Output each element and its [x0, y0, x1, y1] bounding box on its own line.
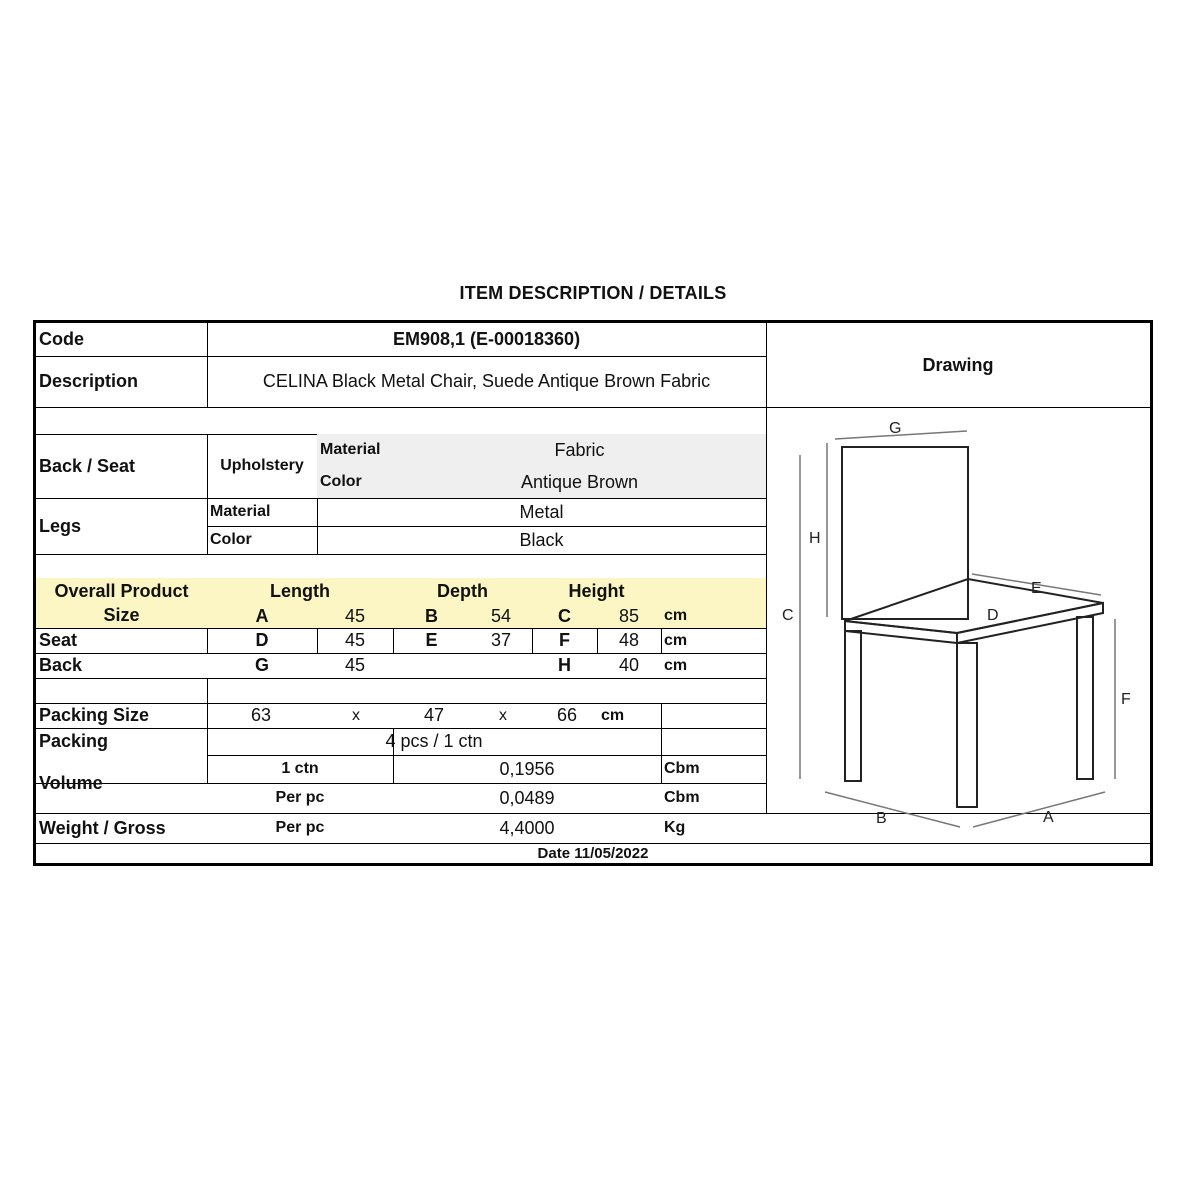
chair-leg	[845, 631, 861, 781]
back-label: Back	[39, 655, 83, 675]
drawing-letter-h: H	[809, 530, 821, 547]
weight-unit: Kg	[664, 819, 686, 836]
drawing-letter-e: E	[1031, 580, 1042, 597]
drawing-letter-b: B	[876, 810, 887, 827]
packing-label: Packing	[39, 731, 109, 751]
length-header: Length	[207, 578, 393, 604]
packing-value: 4 pcs / 1 ctn	[385, 731, 483, 751]
legs-color-value: Black	[519, 529, 564, 550]
packing-size-label: Packing Size	[39, 705, 150, 725]
drawing-header: Drawing	[922, 354, 994, 375]
overall-size-label-line2: Size	[103, 605, 140, 625]
back-height-key: H	[558, 655, 571, 675]
weight-sub-label: Per pc	[275, 819, 325, 836]
back-seat-label: Back / Seat	[39, 455, 136, 476]
dimension-line-b	[825, 792, 960, 827]
overall-unit: cm	[661, 604, 766, 628]
overall-height-key: C	[532, 604, 597, 628]
legs-label: Legs	[39, 515, 82, 536]
date-label: Date 11/05/2022	[537, 844, 649, 862]
volume-label: Volume	[39, 773, 103, 793]
upholstery-material-label: Material	[317, 434, 393, 466]
packing-size-x2: x	[499, 706, 507, 724]
weight-value: 4,4000	[499, 817, 555, 838]
volume-pc-label: Per pc	[275, 789, 325, 806]
packing-size-b: 47	[423, 705, 445, 725]
overall-length-key: A	[207, 604, 317, 628]
overall-length-value: 45	[317, 604, 393, 628]
overall-size-label-line1: Overall Product	[54, 581, 189, 601]
legs-material-value: Metal	[519, 501, 564, 522]
upholstery-color-value: Antique Brown	[393, 466, 766, 498]
document-title: ITEM DESCRIPTION / DETAILS	[459, 283, 727, 303]
drawing-letter-c: C	[782, 607, 794, 624]
seat-length-value: 45	[344, 630, 366, 650]
overall-depth-value: 54	[470, 604, 532, 628]
chair-leg	[1077, 617, 1093, 779]
chair-drawing	[765, 407, 1150, 837]
seat-depth-value: 37	[490, 630, 512, 650]
upholstery-label: Upholstery	[220, 457, 304, 474]
legs-material-label: Material	[210, 503, 271, 520]
seat-unit: cm	[664, 631, 688, 649]
volume-pc-unit: Cbm	[664, 789, 700, 806]
code-label: Code	[39, 329, 84, 349]
seat-height-key: F	[559, 630, 570, 650]
description-label: Description	[39, 371, 139, 391]
code-value: EM908,1 (E-00018360)	[392, 329, 581, 349]
row-divider	[36, 554, 766, 555]
overall-depth-key: B	[393, 604, 470, 628]
weight-label: Weight / Gross	[39, 817, 166, 838]
chair-backrest	[842, 447, 968, 619]
upholstery-material-value: Fabric	[393, 434, 766, 466]
seat-height-value: 48	[618, 630, 640, 650]
packing-size-unit: cm	[601, 706, 625, 724]
row-divider	[36, 678, 766, 679]
drawing-letter-g: G	[889, 420, 902, 437]
overall-size-label	[36, 578, 207, 628]
volume-ctn-label: 1 ctn	[281, 760, 319, 777]
back-height-value: 40	[618, 655, 640, 675]
description-value: CELINA Black Metal Chair, Suede Antique Brown Fabric	[262, 371, 711, 391]
depth-header: Depth	[393, 578, 532, 604]
volume-ctn-unit: Cbm	[664, 760, 700, 777]
volume-ctn-value: 0,1956	[499, 758, 555, 779]
drawing-letter-d: D	[987, 607, 999, 624]
packing-size-a: 63	[250, 705, 272, 725]
height-header: Height	[532, 578, 661, 604]
dimension-line-a	[973, 792, 1105, 827]
unit-header	[661, 578, 766, 604]
upholstery-color-label: Color	[317, 466, 393, 498]
seat-label: Seat	[39, 630, 78, 650]
drawing-letter-a: A	[1043, 809, 1054, 826]
seat-depth-key: E	[425, 630, 438, 650]
chair-leg	[957, 643, 977, 807]
drawing-letter-f: F	[1121, 691, 1131, 708]
legs-color-label: Color	[210, 531, 252, 548]
packing-size-c: 66	[556, 705, 578, 725]
back-length-key: G	[254, 655, 269, 675]
packing-size-x1: x	[352, 706, 360, 724]
volume-pc-value: 0,0489	[499, 787, 555, 808]
back-length-value: 45	[344, 655, 366, 675]
overall-height-value: 85	[597, 604, 661, 628]
back-unit: cm	[664, 656, 688, 674]
seat-length-key: D	[255, 630, 269, 650]
chair-seat-front-right	[957, 603, 1103, 643]
